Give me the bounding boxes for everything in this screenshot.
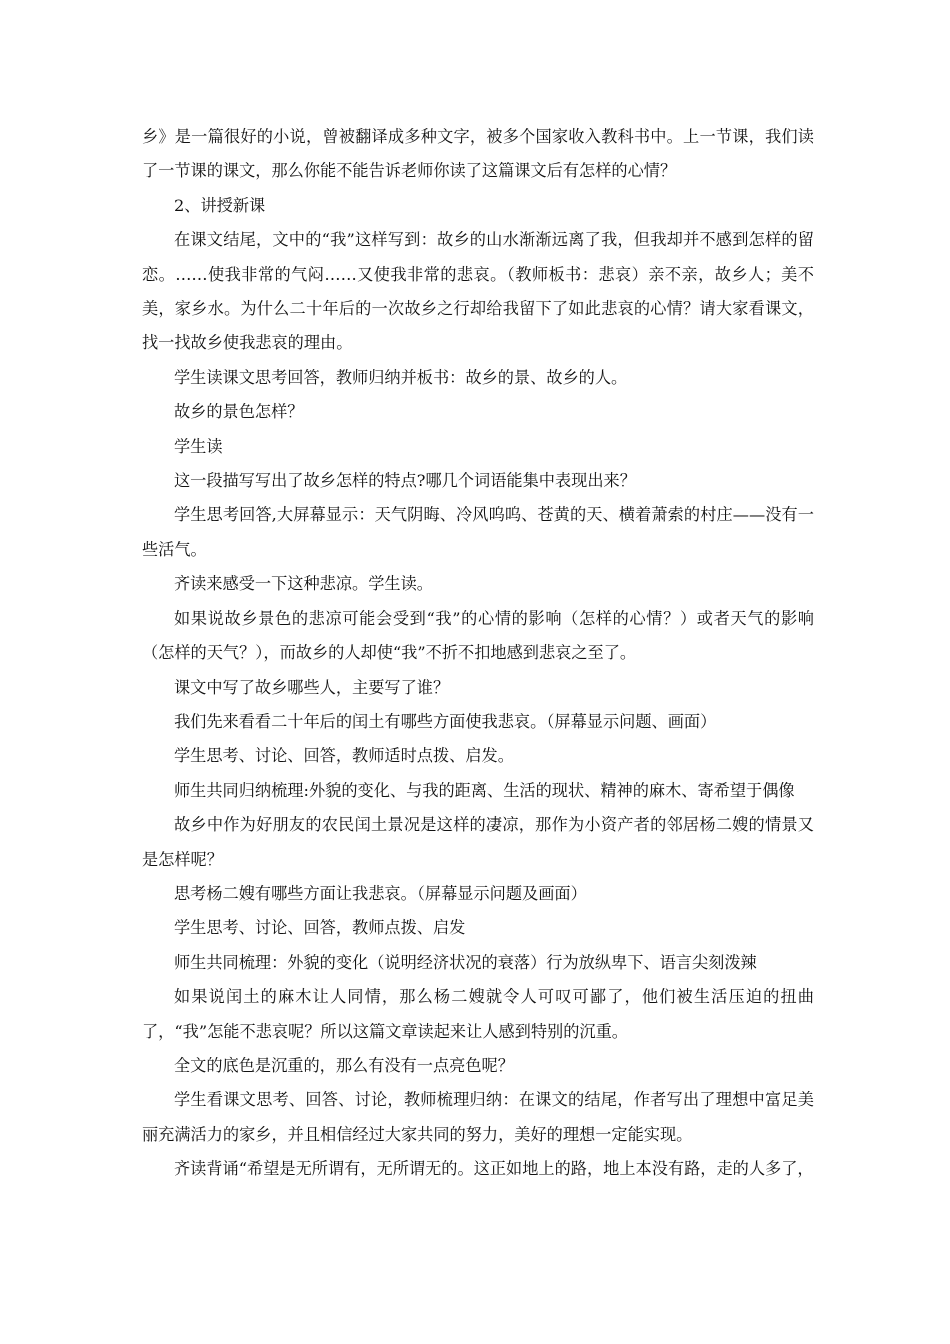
- paragraph: 课文中写了故乡哪些人，主要写了谁？: [174, 677, 450, 697]
- paragraph: 齐读来感受一下这种悲凉。学生读。: [174, 574, 433, 594]
- paragraph: 学生思考、讨论、回答，教师适时点拨、启发。: [174, 746, 514, 766]
- paragraph: 如果说故乡景色的悲凉可能会受到“我”的心情的影响（怎样的心情？）或者天气的影响（怎样的天气？），而故乡的人却使“我”不折不扣地感到悲哀之至了。: [142, 608, 814, 663]
- paragraph: 学生读: [174, 436, 223, 456]
- document-page: [142, 120, 814, 1187]
- paragraph: 学生读课文思考回答，教师归纳并板书：故乡的景、故乡的人。: [174, 367, 628, 387]
- paragraph: 齐读背诵“希望是无所谓有，无所谓无的。这正如地上的路，地上本没有路，走的人多了，: [174, 1159, 814, 1179]
- paragraph: 我们先来看看二十年后的闰土有哪些方面使我悲哀。（屏幕显示问题、画面）: [174, 711, 717, 731]
- paragraph: 学生思考、讨论、回答，教师点拨、启发: [174, 918, 466, 938]
- section-heading: 2、讲授新课: [174, 195, 266, 215]
- paragraph: 故乡的景色怎样？: [174, 402, 304, 422]
- paragraph: 这一段描写写出了故乡怎样的特点?哪几个词语能集中表现出来？: [174, 471, 636, 491]
- paragraph: 如果说闰土的麻木让人同情，那么杨二嫂就令人可叹可鄙了，他们被生活压迫的扭曲了，“我”怎能不悲哀呢？所以这篇文章读起来让人感到特别的沉重。: [142, 987, 814, 1041]
- paragraph: 学生思考回答,大屏幕显示：天气阴晦、冷风呜呜、苍黄的天、横着萧索的村庄——没有一些活气。: [142, 505, 814, 559]
- paragraph: 思考杨二嫂有哪些方面让我悲哀。（屏幕显示问题及画面）: [174, 883, 587, 903]
- paragraph: 乡》是一篇很好的小说，曾被翻译成多种文字，被多个国家收入教科书中。上一节课，我们读了一节课的课文，那么你能不能告诉老师你读了这篇课文后有怎样的心情？: [142, 127, 814, 181]
- paragraph: 在课文结尾，文中的“我”这样写到：故乡的山水渐渐远离了我，但我却并不感到怎样的留恋。……使我非常的气闷……又使我非常的悲哀。（教师板书：悲哀）亲不亲，故乡人；美不美，家乡水。为什么二十年后的一次故乡之行却给我留下了如此悲哀的心情？请大家看课文，找一找故乡使我悲哀的理由。: [142, 230, 814, 353]
- paragraph: 师生共同梳理：外貌的变化（说明经济状况的衰落）行为放纵卑下、语言尖刻泼辣: [174, 952, 757, 972]
- paragraph: 学生看课文思考、回答、讨论，教师梳理归纳：在课文的结尾，作者写出了理想中富足美丽充满活力的家乡，并且相信经过大家共同的努力，美好的理想一定能实现。: [142, 1090, 814, 1144]
- paragraph: 故乡中作为好朋友的农民闰土景况是这样的凄凉，那作为小资产者的邻居杨二嫂的情景又是怎样呢？: [142, 815, 814, 869]
- paragraph: 师生共同归纳梳理:外貌的变化、与我的距离、生活的现状、精神的麻木、寄希望于偶像: [174, 780, 795, 800]
- paragraph: 全文的底色是沉重的，那么有没有一点亮色呢？: [174, 1055, 514, 1075]
